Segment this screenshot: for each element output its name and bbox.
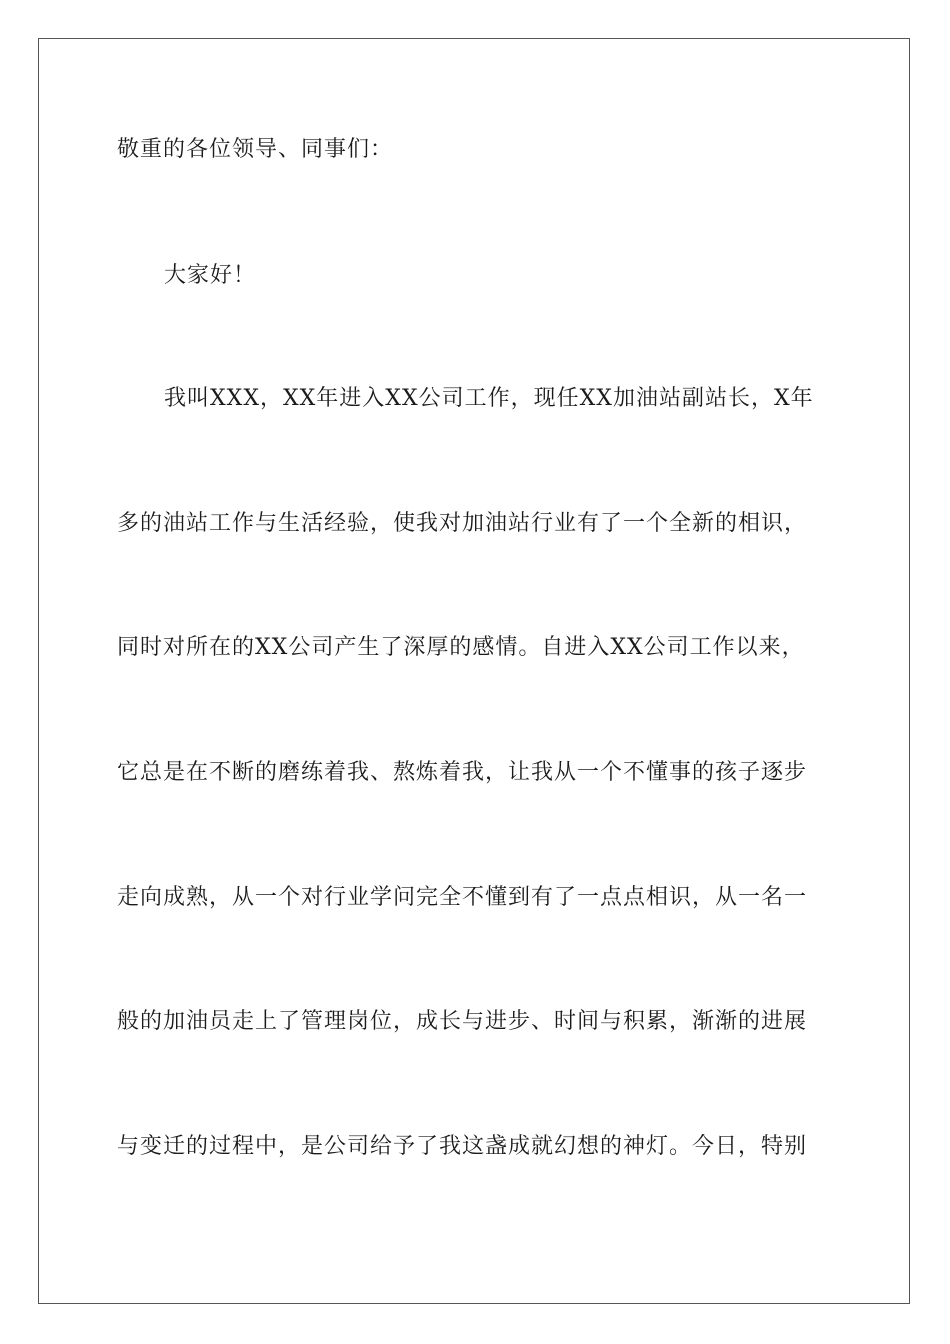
- body-line-3: 同时对所在的XX公司产生了深厚的感情。自进入XX公司工作以来，: [117, 635, 805, 660]
- body-line-7: 与变迁的过程中，是公司给予了我这盏成就幻想的神灯。今日，特别: [117, 1134, 808, 1159]
- body-line-4: 它总是在不断的磨练着我、熬炼着我，让我从一个不懂事的孩子逐步: [117, 760, 808, 785]
- body-line-1: 我叫XXX，XX年进入XX公司工作，现任XX加油站副站长，X年: [164, 386, 814, 411]
- body-line-5: 走向成熟，从一个对行业学问完全不懂到有了一点点相识，从一名一: [117, 885, 808, 910]
- greeting: 大家好！: [164, 263, 257, 288]
- salutation: 敬重的各位领导、同事们：: [117, 137, 394, 162]
- page-border: [38, 38, 910, 1304]
- body-line-2: 多的油站工作与生活经验，使我对加油站行业有了一个全新的相识，: [117, 511, 808, 536]
- body-line-6: 般的加油员走上了管理岗位，成长与进步、时间与积累，渐渐的进展: [117, 1009, 808, 1034]
